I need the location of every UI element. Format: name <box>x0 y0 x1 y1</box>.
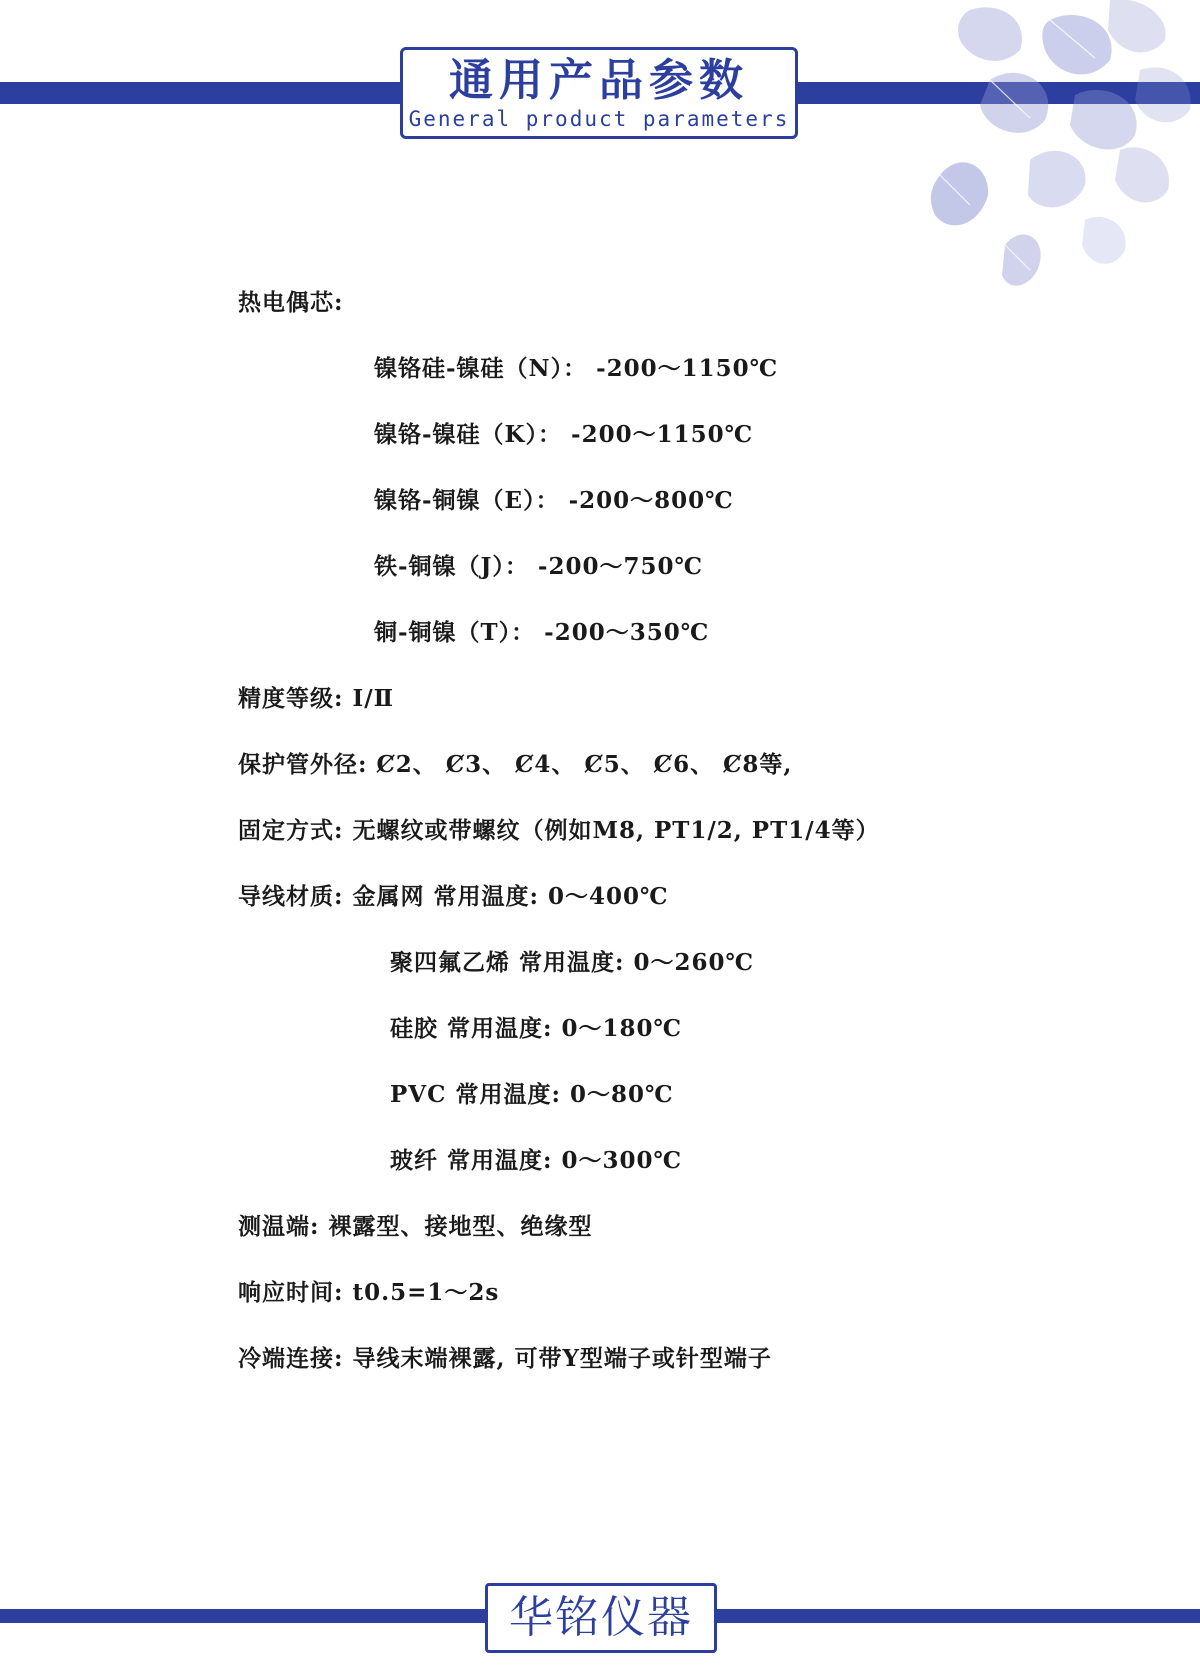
parameter-list <box>238 270 1138 1392</box>
page-subtitle: General product parameters <box>408 107 790 131</box>
page-title: 通用产品参数 <box>449 55 749 106</box>
param-row: 测温端: 裸露型、接地型、绝缘型 <box>238 1213 593 1240</box>
param-row: 硅胶 常用温度: 0～180℃ <box>390 1015 683 1042</box>
header-title-box <box>400 47 798 139</box>
param-row: 镍铬硅-镍硅（N）： -200～1150℃ <box>374 355 779 382</box>
param-row: 响应时间: t0.5=1～2s <box>238 1279 500 1306</box>
param-row: 玻纤 常用温度: 0～300℃ <box>390 1147 683 1174</box>
param-row: 导线材质: 金属网 常用温度: 0～400℃ <box>238 883 669 910</box>
param-row: 保护管外径: Ȼ2、 Ȼ3、 Ȼ4、 Ȼ5、 Ȼ6、 Ȼ8等, <box>238 751 793 778</box>
param-row: 铜-铜镍（T）： -200～350℃ <box>374 619 710 646</box>
param-row: 镍铬-铜镍（E）： -200～800℃ <box>374 487 734 514</box>
param-row: 镍铬-镍硅（K）： -200～1150℃ <box>374 421 754 448</box>
param-row: 精度等级: Ⅰ/Ⅱ <box>238 685 395 712</box>
footer-brand-box <box>485 1583 717 1653</box>
param-row: PVC 常用温度: 0～80℃ <box>390 1081 674 1108</box>
decorative-leaves-icon <box>880 0 1200 310</box>
param-row: 铁-铜镍（J）： -200～750℃ <box>374 553 704 580</box>
brand-name: 华铭仪器 <box>509 1592 693 1643</box>
param-row: 聚四氟乙烯 常用温度: 0～260℃ <box>390 949 755 976</box>
param-row: 冷端连接: 导线末端裸露, 可带Y型端子或针型端子 <box>238 1345 772 1372</box>
param-row: 固定方式: 无螺纹或带螺纹（例如M8, PT1/2, PT1/4等） <box>238 817 880 844</box>
param-row: 热电偶芯: <box>238 289 344 316</box>
